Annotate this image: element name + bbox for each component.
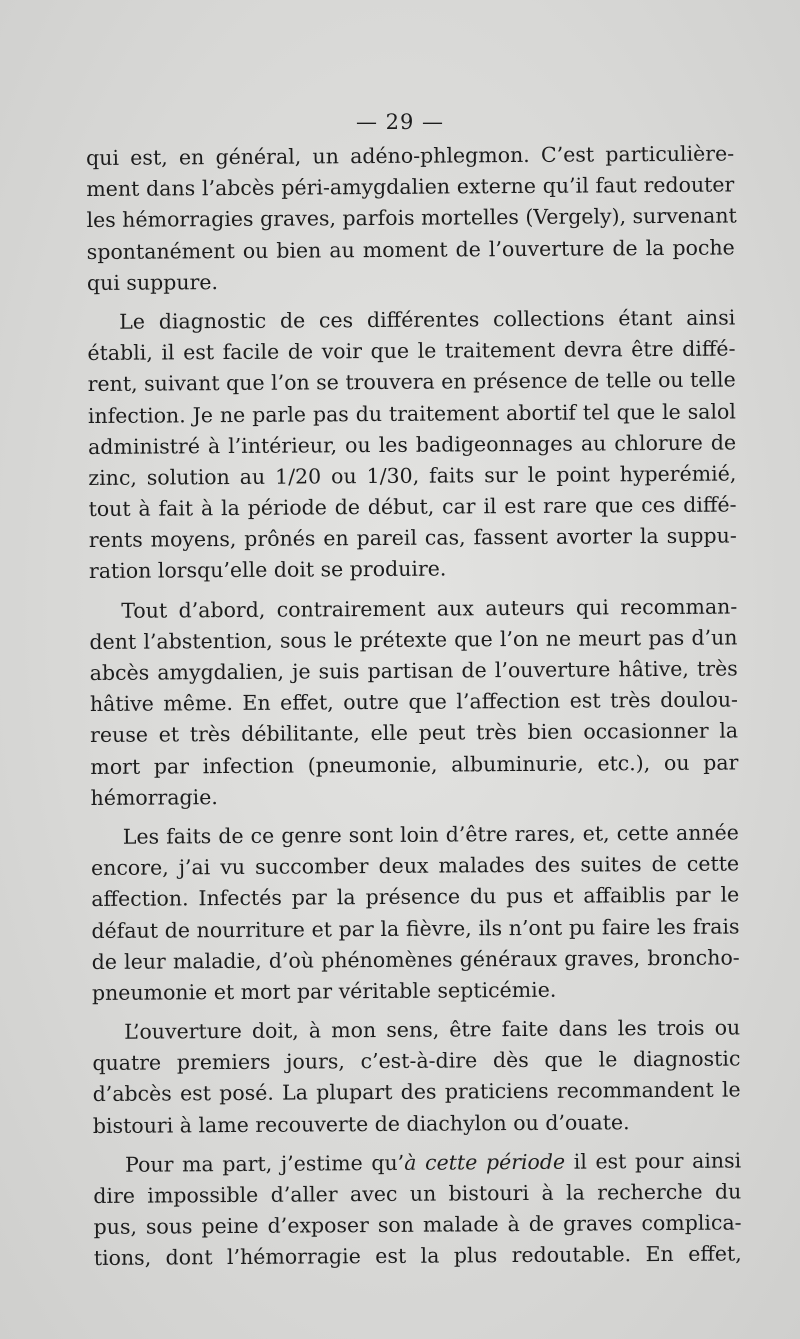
text-line: d’abcès est posé. La plupart des praticiens recommandent le [92, 1077, 741, 1107]
page-number: — 29 — [355, 110, 445, 134]
body-text [86, 138, 742, 1274]
text-line: les hémorragies graves, parfois mortelles (Vergely), survenant [86, 203, 737, 233]
text-line: administré à l’intérieur, ou les badigeonnages au chlorure de [88, 430, 737, 459]
text-line: de leur maladie, d’où phénomènes généraux graves, broncho- [91, 945, 740, 974]
text-line: tions, dont l’hémorragie est la plus redoutable. En effet, [93, 1241, 742, 1271]
text-line: L’ouverture doit, à mon sens, être faite dans les trois ou [124, 1015, 741, 1044]
italic-phrase: à cette période [404, 1149, 566, 1175]
text-line: spontanément ou bien au moment de l’ouverture de la poche [86, 235, 735, 264]
text-line: Le diagnostic de ces différentes collections étant ainsi [119, 305, 736, 334]
text-line: rents moyens, prônés en pareil cas, fassent avorter la suppu- [88, 523, 737, 553]
text-line: hémorragie. [90, 784, 218, 810]
text-line: reuse et très débilitante, elle peut très bien occasionner la [90, 718, 739, 748]
text-line: ment dans l’abcès péri-amygdalien externe qu’il faut redouter [86, 172, 735, 202]
text-line: défaut de nourriture et par la fièvre, ils n’ont pu faire les frais [91, 913, 740, 943]
text-run: il est pour ainsi [565, 1148, 742, 1174]
paragraph [87, 302, 737, 587]
text-line: bistouri à lame recouverte de diachylon ou d’ouate. [92, 1109, 630, 1138]
text-line: ration lorsqu’elle doit se produire. [88, 556, 447, 584]
text-line: rent, suivant que l’on se trouvera en présence de telle ou telle [87, 367, 736, 397]
text-line: encore, j’ai vu succomber deux malades des suites de cette [90, 851, 740, 881]
text-line: Tout d’abord, contrairement aux auteurs qui recomman- [121, 594, 738, 623]
text-line: hâtive même. En effet, outre que l’affection est très doulou- [89, 687, 738, 717]
paragraph [86, 138, 735, 298]
text-line: pus, sous peine d’exposer son malade à de graves complica- [93, 1210, 742, 1240]
paragraph [92, 1013, 741, 1142]
paragraph [89, 591, 739, 814]
paragraph [91, 817, 740, 1009]
text-line: qui suppure. [86, 269, 219, 295]
text-line: dire impossible d’aller avec un bistouri à la recherche du [93, 1179, 742, 1208]
text-line: établi, il est facile de voir que le traitement devra être diffé- [87, 336, 736, 366]
text-line: qui est, en général, un adéno-phlegmon. C’est particulière- [86, 141, 735, 170]
text-line: tout à fait à la période de début, car il est rare que ces diffé- [88, 492, 737, 522]
text-run: Pour ma part, j’estime qu’ [125, 1150, 405, 1177]
text-line: abcès amygdalien, je suis partisan de l’ouverture hâtive, très [89, 656, 738, 685]
text-line: zinc, solution au 1/20 ou 1/30, faits sur le point hyperémié, [88, 461, 737, 490]
text-line: mort par infection (pneumonie, albuminurie, etc.), ou par [90, 750, 739, 779]
paragraph [93, 1145, 742, 1274]
text-line [93, 1145, 741, 1181]
text-line: infection. Je ne parle pas du traitement abortif tel que le salol [87, 398, 736, 428]
text-line: dent l’abstention, sous le prétexte que l’on ne meurt pas d’un [89, 625, 738, 654]
text-line: affection. Infectés par la présence du pus et affaiblis par le [91, 882, 740, 912]
text-line: quatre premiers jours, c’est-à-dire dès que le diagnostic [92, 1046, 741, 1076]
text-line: Les faits de ce genre sont loin d’être rares, et, cette année [122, 820, 739, 849]
text-line: pneumonie et mort par véritable septicémie. [91, 977, 557, 1005]
